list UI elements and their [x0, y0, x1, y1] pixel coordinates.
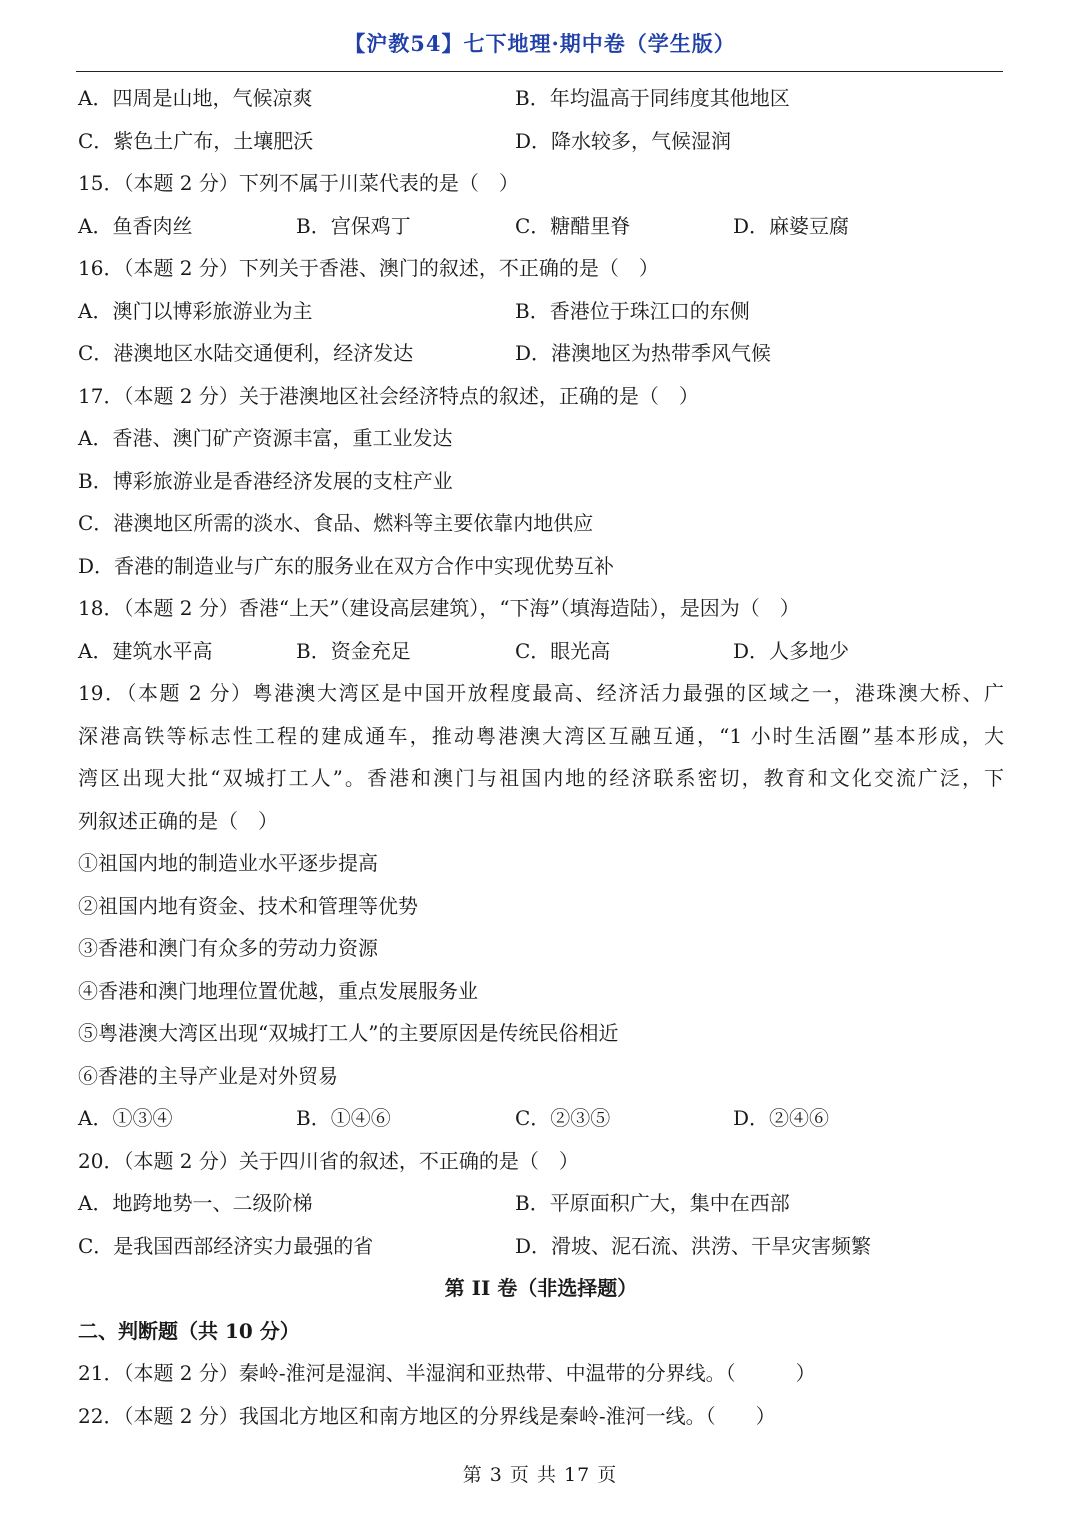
question-22: 22．（本题 2 分）我国北方地区和南方地区的分界线是秦岭-淮河一线。（ ） — [78, 1403, 776, 1428]
statement-5: ⑤粤港澳大湾区出现“双城打工人”的主要原因是传统民俗相近 — [78, 1021, 619, 1045]
page-content — [78, 77, 1004, 1437]
option-b: B．平原面积广大，集中在西部 — [515, 1191, 790, 1215]
question-21: 21．（本题 2 分）秦岭-淮河是湿润、半湿润和亚热带、中温带的分界线。（ ） — [78, 1361, 816, 1385]
option-b: B．①④⑥ — [296, 1106, 391, 1130]
question-17: 17．（本题 2 分）关于港澳地区社会经济特点的叙述，正确的是（ ） — [78, 383, 699, 408]
statement-3: ③香港和澳门有众多的劳动力资源 — [78, 936, 378, 960]
option-d: D．人多地少 — [733, 638, 850, 663]
statement-6: ⑥香港的主导产业是对外贸易 — [78, 1063, 338, 1088]
option-d: D．降水较多，气候湿润 — [515, 128, 732, 153]
option-row — [78, 77, 1004, 120]
option-c: C．②③⑤ — [515, 1106, 611, 1130]
part-heading: 第 II 卷（非选择题） — [444, 1276, 638, 1300]
question-15: 15．（本题 2 分）下列不属于川菜代表的是（ ） — [78, 171, 519, 195]
option-row — [78, 290, 1004, 333]
question-19-line: 19．（本题 2 分）粤港澳大湾区是中国开放程度最高、经济活力最强的区域之一，港珠澳大桥、广 — [78, 681, 1004, 705]
option-a: A．香港、澳门矿产资源丰富，重工业发达 — [78, 426, 453, 450]
option-b: B．资金充足 — [296, 638, 411, 663]
option-row — [78, 630, 1004, 673]
option-c: C．紫色土广布，土壤肥沃 — [78, 128, 314, 153]
option-c: C．糖醋里脊 — [515, 213, 631, 238]
option-a: A．地跨地势一、二级阶梯 — [78, 1191, 313, 1215]
statement-1: ①祖国内地的制造业水平逐步提高 — [78, 851, 378, 875]
option-d: D．滑坡、泥石流、洪涝、干旱灾害频繁 — [515, 1233, 872, 1258]
page-number: 第 3 页 共 17 页 — [462, 1464, 618, 1486]
option-row — [78, 120, 1004, 163]
statement-4: ④香港和澳门地理位置优越，重点发展服务业 — [78, 978, 478, 1003]
option-row — [78, 332, 1004, 375]
option-row — [78, 205, 1004, 248]
option-c: C．眼光高 — [515, 638, 611, 663]
option-row — [78, 1182, 1004, 1225]
option-row — [78, 1225, 1004, 1268]
option-a: A．建筑水平高 — [78, 638, 213, 663]
question-16: 16．（本题 2 分）下列关于香港、澳门的叙述，不正确的是（ ） — [78, 256, 659, 280]
option-b: B．年均温高于同纬度其他地区 — [515, 86, 790, 110]
option-row — [78, 1097, 1004, 1140]
option-c: C．港澳地区水陆交通便利，经济发达 — [78, 341, 414, 365]
option-c: C．港澳地区所需的淡水、食品、燃料等主要依靠内地供应 — [78, 511, 594, 535]
option-b: B．博彩旅游业是香港经济发展的支柱产业 — [78, 468, 453, 493]
question-18: 18．（本题 2 分）香港“上天”（建设高层建筑），“下海”（填海造陆），是因为（ ） — [78, 596, 800, 620]
option-a: A．四周是山地，气候凉爽 — [78, 86, 313, 110]
option-c: C．是我国西部经济实力最强的省 — [78, 1233, 374, 1258]
question-19-line: 湾区出现大批“双城打工人”。香港和澳门与祖国内地的经济联系密切，教育和文化交流广泛，下 — [78, 766, 1004, 790]
option-a: A．①③④ — [78, 1106, 173, 1130]
option-a: A．澳门以博彩旅游业为主 — [78, 298, 313, 323]
option-d: D．麻婆豆腐 — [733, 213, 850, 238]
option-d: D．港澳地区为热带季风气候 — [515, 341, 772, 365]
option-d: D．香港的制造业与广东的服务业在双方合作中实现优势互补 — [78, 553, 615, 578]
option-a: A．鱼香肉丝 — [78, 213, 193, 238]
option-d: D．②④⑥ — [733, 1106, 830, 1130]
question-20: 20．（本题 2 分）关于四川省的叙述，不正确的是（ ） — [78, 1148, 579, 1173]
question-19-line: 列叙述正确的是（ ） — [78, 808, 278, 833]
statement-2: ②祖国内地有资金、技术和管理等优势 — [78, 893, 418, 918]
question-19-line: 深港高铁等标志性工程的建成通车，推动粤港澳大湾区互融互通，“1 小时生活圈”基本形成，大 — [78, 723, 1004, 748]
header-rule — [76, 71, 1003, 72]
option-b: B．宫保鸡丁 — [296, 213, 411, 238]
document-header: 【沪教54】七下地理·期中卷（学生版） — [344, 31, 736, 56]
section-heading: 二、判断题（共 10 分） — [78, 1318, 300, 1343]
option-b: B．香港位于珠江口的东侧 — [515, 298, 750, 323]
